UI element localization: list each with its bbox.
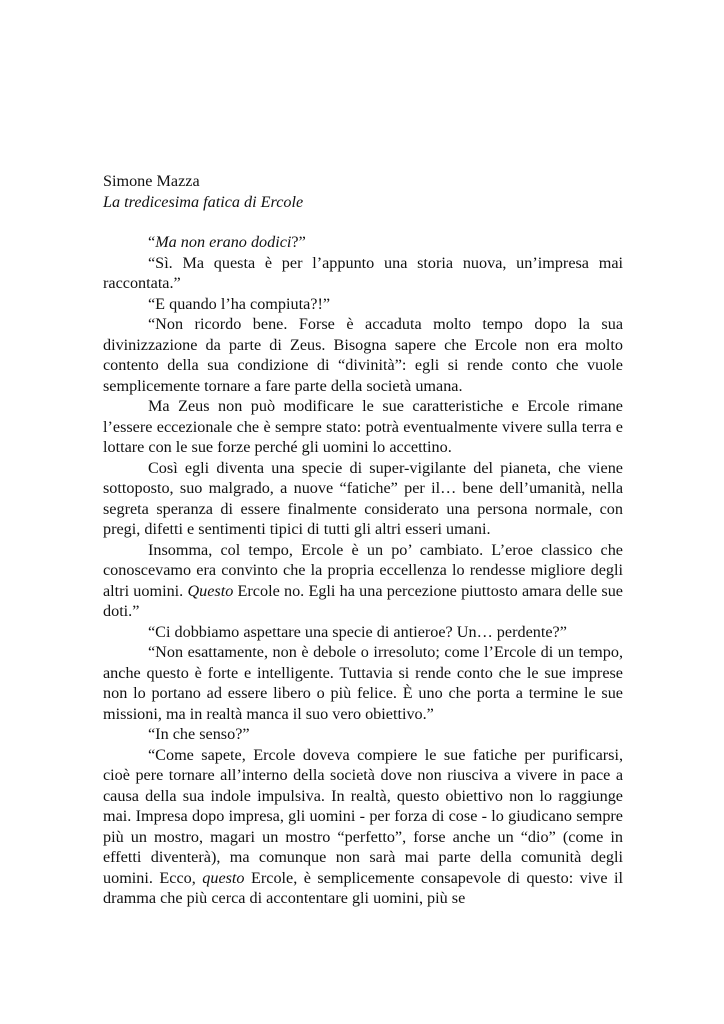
text-run: “Non ricordo bene. Forse è accaduta molto tempo dopo la sua divinizzazione da parte di Zeus. Bisogna sapere che Ercole non era molto contento della sua condizione di “divinità”: egli si rende conto che vuole semplicemente tornare a fare parte della società umana. <box>103 315 623 395</box>
text-run: Ercole no. Egli ha una percezione piuttosto amara delle sue doti.” <box>103 581 623 620</box>
text-run: “ <box>148 233 156 251</box>
paragraph <box>103 642 623 724</box>
text-run: Insomma, col tempo, Ercole è un po’ cambiato. L’eroe classico che conoscevamo era convinto che la propria eccellenza lo rendesse migliore degli altri uomini. <box>103 540 623 600</box>
italic-text: questo <box>202 868 245 887</box>
text-run: ?” <box>291 233 306 251</box>
paragraph <box>103 458 623 540</box>
text-run: “E quando l’ha compiuta?!” <box>148 294 331 313</box>
spacer <box>103 212 623 232</box>
italic-text: Questo <box>187 581 234 600</box>
text-run: “Ci dobbiamo aspettare una specie di antieroe? Un… perdente?” <box>148 622 567 641</box>
text-run: Così egli diventa una specie di super-vigilante del pianeta, che viene sottoposto, suo malgrado, a nuove “fatiche” per il… bene dell’umanità, nella segreta speranza di essere finalmente considerato una persona normale, con pregi, difetti e sentimenti tipici di tutti gli altri esseri umani. <box>103 458 623 538</box>
text-run: “Sì. Ma questa è per l’appunto una storia nuova, un’impresa mai raccontata.” <box>103 253 623 292</box>
paragraph <box>103 622 623 643</box>
italic-text: Ma non erano dodici <box>155 233 292 251</box>
paragraph <box>103 294 623 315</box>
text-run: Ma Zeus non può modificare le sue caratteristiche e Ercole rimane l’essere eccezionale che è sempre stato: potrà eventualmente vivere sulla terra e lottare con le sue forze perché gli uomini lo accettino. <box>103 397 623 456</box>
text-run: “Non esattamente, non è debole o irresoluto; come l’Ercole di un tempo, anche questo è forte e intelligente. Tuttavia si rende conto che le sue imprese non lo portano ad essere libero o più felice. È uno che porta a termine le sue missioni, ma in realtà manca il suo vero obiettivo.” <box>103 643 623 723</box>
document-page <box>103 171 623 909</box>
text-run: “In che senso?” <box>148 725 250 743</box>
author-name: Simone Mazza <box>103 172 200 190</box>
paragraph <box>103 314 623 396</box>
story-body <box>103 232 623 909</box>
paragraph <box>103 232 623 253</box>
paragraph <box>103 745 623 909</box>
paragraph <box>103 396 623 458</box>
paragraph <box>103 253 623 294</box>
text-run: Ercole, è semplicemente consapevole di questo: vive il dramma che più cerca di accontentare gli uomini, più se <box>103 868 624 907</box>
text-run: “Come sapete, Ercole doveva compiere le sue fatiche per purificarsi, cioè pere tornare all’interno della società dove non riusciva a vivere in pace a causa della sua indole impulsiva. In realtà, questo obiettivo non lo raggiunge mai. Impresa dopo impresa, gli uomini - per forza di cose - lo giudicano sempre più un mostro, magari un mostro “perfetto”, forse anche un “dio” (come in effetti diventerà), ma comunque non sarà mai parte della comunità degli uomini. Ecco, <box>103 745 623 887</box>
paragraph <box>103 724 623 745</box>
story-title: La tredicesima fatica di Ercole <box>103 192 304 211</box>
paragraph <box>103 540 623 622</box>
